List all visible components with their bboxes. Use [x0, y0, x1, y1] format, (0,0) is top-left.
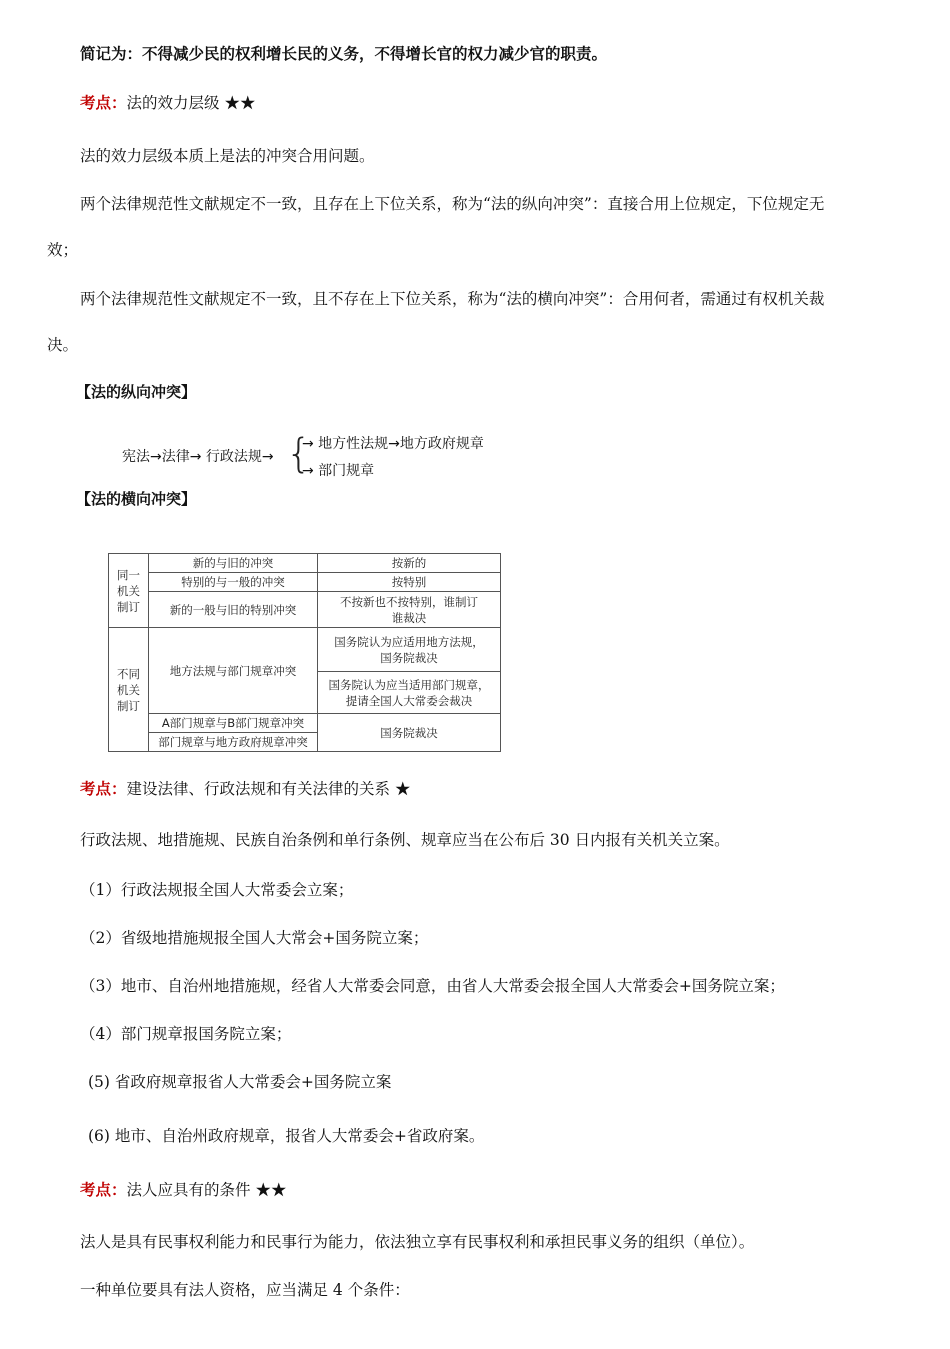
horizontal-conflict-table	[108, 553, 501, 752]
paragraph: 一种单位要具有法人资格，应当满足 4 个条件：	[80, 1281, 410, 1299]
paragraph: 行政法规、地措施规、民族自治条例和单行条例、规章应当在公布后 30 日内报有关机关立案。	[80, 831, 730, 849]
conflict-cell: A部门规章与B部门规章冲突	[149, 714, 318, 733]
summary-text: 简记为：不得减少民的权利增长民的义务，不得增长官的权力减少官的职责。	[80, 44, 608, 63]
section-title: 建设法律、行政法规和有关法律的关系	[126, 780, 391, 798]
conflict-cell: 部门规章与地方政府规章冲突	[149, 733, 318, 752]
rule-cell: 按新的	[318, 554, 501, 573]
section-heading-legal-person	[80, 1180, 286, 1200]
list-item: （3）地市、自治州地措施规，经省人大常委会同意，由省人大常委会报全国人大常委会+国务院立案；	[80, 977, 785, 995]
section-heading-relations	[80, 779, 410, 799]
list-item: （2）省级地措施规报全国人大常会+国务院立案；	[80, 929, 429, 947]
group-same-authority: 同一 机关 制订	[109, 554, 149, 628]
paragraph: 两个法律规范性文献规定不一致，且存在上下位关系，称为“法的纵向冲突”：直接合用上位规定，下位规定无	[80, 195, 825, 213]
rule-cell: 按特别	[318, 573, 501, 592]
rule-cell: 不按新也不按特别，谁制订 谁裁决	[318, 592, 501, 628]
table-row	[109, 592, 501, 628]
table-row	[109, 573, 501, 592]
paragraph: 效；	[47, 241, 79, 259]
list-item: （1）行政法规报全国人大常委会立案；	[80, 881, 354, 899]
list-item: (6) 地市、自治州政府规章，报省人大常委会+省政府案。	[88, 1127, 485, 1145]
list-item: （4）部门规章报国务院立案；	[80, 1025, 292, 1043]
star-rating: ★★	[255, 1181, 287, 1199]
kaodian-label: 考点：	[80, 1180, 127, 1199]
group-different-authority: 不同 机关 制订	[109, 628, 149, 752]
table-row	[109, 714, 501, 733]
rule-cell: 国务院认为应当适用部门规章， 提请全国人大常委会裁决	[318, 672, 501, 714]
paragraph: 法人是具有民事权利能力和民事行为能力，依法独立享有民事权利和承担民事义务的组织（单位）。	[80, 1233, 755, 1251]
vertical-conflict-diagram	[118, 428, 518, 484]
conflict-cell: 地方法规与部门规章冲突	[149, 628, 318, 714]
star-rating: ★	[394, 780, 411, 798]
kaodian-label: 考点：	[80, 779, 127, 798]
section-title: 法人应具有的条件	[126, 1181, 251, 1199]
rule-cell: 国务院认为应适用地方法规， 国务院裁决	[318, 628, 501, 672]
branch-department: → 部门规章	[302, 463, 375, 479]
brace: {	[286, 431, 312, 477]
star-rating: ★★	[224, 94, 256, 112]
paragraph: 两个法律规范性文献规定不一致，且不存在上下位关系，称为“法的横向冲突”：合用何者，需通过有权机关裁	[80, 290, 825, 308]
rule-cell: 国务院裁决	[318, 714, 501, 752]
conflict-cell: 特别的与一般的冲突	[149, 573, 318, 592]
conflict-cell: 新的一般与旧的特别冲突	[149, 592, 318, 628]
conflict-cell: 新的与旧的冲突	[149, 554, 318, 573]
table-row	[109, 554, 501, 573]
kaodian-label: 考点：	[80, 93, 127, 112]
list-item: (5) 省政府规章报省人大常委会+国务院立案	[88, 1073, 392, 1091]
section-title: 法的效力层级	[126, 94, 220, 112]
horizontal-conflict-heading: 【法的横向冲突】	[76, 490, 197, 508]
section-heading-effect-level	[80, 93, 255, 113]
paragraph: 法的效力层级本质上是法的冲突合用问题。	[80, 147, 375, 165]
hierarchy-chain: 宪法→法律→ 行政法规→	[122, 449, 274, 465]
paragraph: 决。	[47, 336, 79, 354]
branch-local: → 地方性法规→地方政府规章	[302, 436, 484, 452]
vertical-conflict-heading: 【法的纵向冲突】	[76, 383, 197, 401]
table-row	[109, 628, 501, 672]
